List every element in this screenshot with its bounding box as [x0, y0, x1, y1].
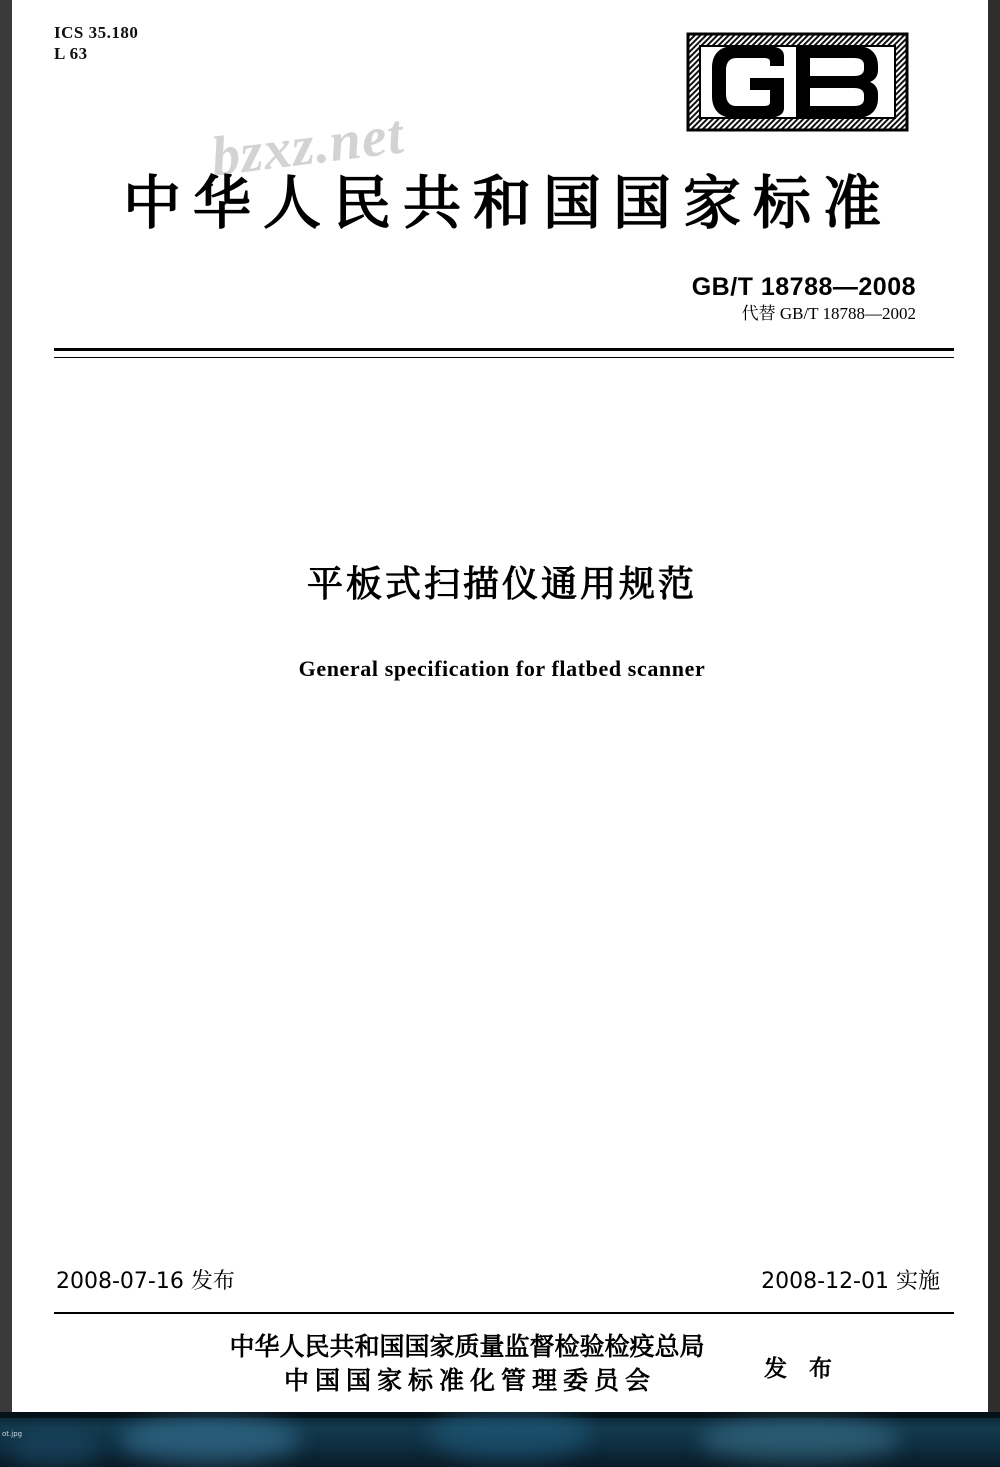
standard-number: GB/T 18788—2008 — [691, 273, 916, 301]
desktop-wallpaper-band — [0, 1412, 1000, 1467]
footer-rule — [54, 1312, 954, 1314]
ics-line-1: ICS 35.180 — [54, 23, 139, 42]
issuing-authority-block — [162, 1330, 772, 1398]
issuing-authority-line-2: 中国国家标准化管理委员会 — [283, 1366, 656, 1395]
watermark-text: bzxz.net — [208, 103, 408, 189]
desktop-file-label[interactable]: ot.jpg — [2, 1430, 23, 1438]
issue-date: 2008-07-16 发布 — [56, 1269, 235, 1294]
ics-classification-block — [54, 22, 138, 64]
wallpaper-glow-4 — [10, 1432, 100, 1466]
national-standard-title: 中华人民共和国国家标准 — [122, 169, 893, 237]
wallpaper-glow-2 — [430, 1412, 590, 1461]
page-right-edge-shadow — [988, 0, 1000, 1412]
issuing-verb: 发 布 — [764, 1356, 840, 1382]
wallpaper-glow-3 — [700, 1418, 900, 1462]
standard-replaces-note: 代替 GB/T 18788—2002 — [741, 304, 916, 323]
ics-line-2: L 63 — [54, 44, 88, 63]
header-rule-thin — [54, 357, 954, 358]
effective-date: 2008-12-01 实施 — [761, 1269, 940, 1294]
document-title-english: General specification for flatbed scanner — [298, 656, 706, 681]
header-rule-thick — [54, 348, 954, 351]
issuing-authority-line-1: 中华人民共和国国家质量监督检验检疫总局 — [229, 1332, 705, 1361]
document-page — [12, 0, 988, 1412]
page-left-edge-shadow — [0, 0, 12, 1412]
wallpaper-glow-1 — [120, 1416, 300, 1464]
gb-logo-icon — [680, 26, 915, 138]
document-title-chinese: 平板式扫描仪通用规范 — [306, 564, 697, 605]
